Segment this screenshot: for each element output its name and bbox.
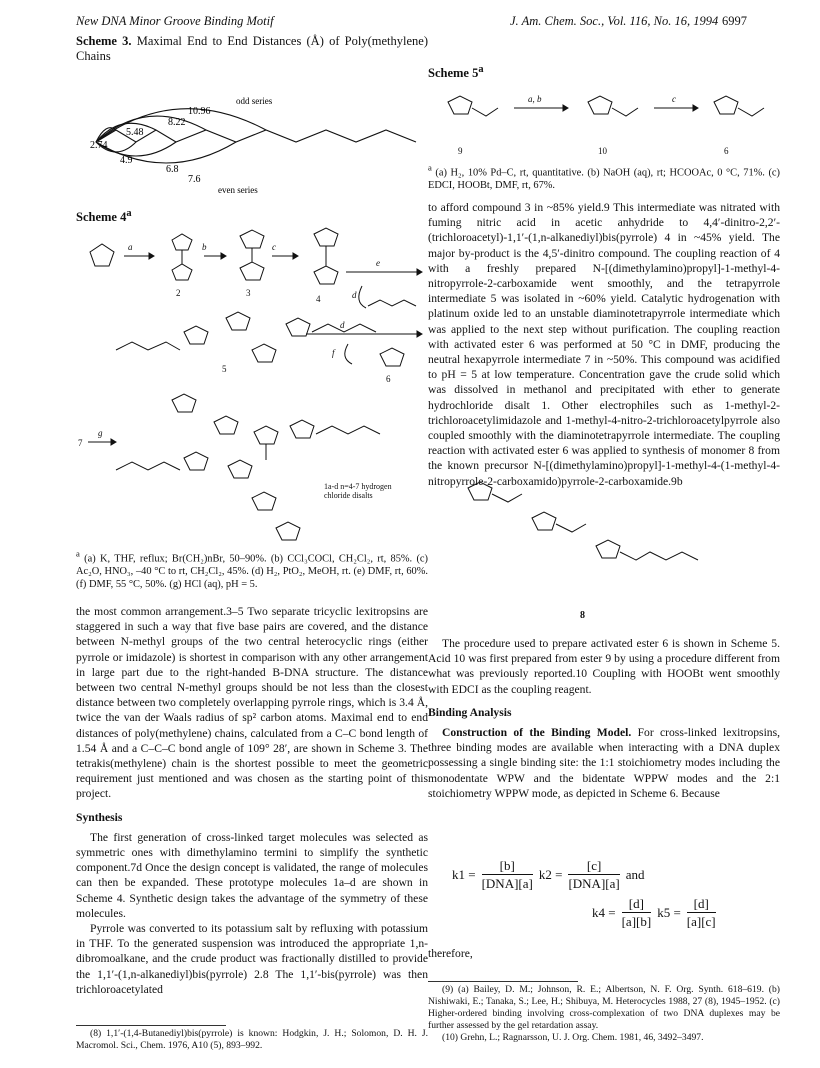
even-series-label: even series bbox=[218, 185, 258, 195]
left-column bbox=[76, 34, 428, 64]
svg-text:d: d bbox=[340, 320, 345, 330]
svg-text:a, b: a, b bbox=[528, 94, 542, 104]
svg-text:g: g bbox=[98, 428, 103, 438]
k1-symbol: k1 = bbox=[452, 867, 476, 882]
scheme5-figure bbox=[428, 78, 780, 160]
paragraph: to afford compound 3 in ~85% yield.9 This intermediate was nitrated with fuming nitric acid in acetic anhydride to 4,4′-dinitro-2,2′-(trichloroacetyl)-1,1′-(1,n-alkanediyl)bis(pyrrole) 4 in ~45% yield. The major by-product is the 4,5′-dinitro compound. The coupling reaction of 4 with a freshly prepared N-[(dimethylamino)propyl]-1-methyl-4-nitropyrrole-2-carboxamide went smoothly, and the tetrapyrrole intermediate 5 was isolated in ~60% yield. Catalytic hydrogenation with platinum oxide led to an unstable diaminotetrapyrrole intermediate which was applied to the next step without purification. The coupling reaction with activated ester 6 was performed at 50 °C in DMF, producing the neutral hexapyrrole intermediate 7 in ~50%. This compound was acidified to pH = 5 at low temperature. Concentration gave the crude solid which was dissolved in methanol and precipitated with ether to generate hydrochloride disalt 1. Other electrophiles such as 1-methyl-2-trichloroacetylimidazole and 1-methyl-4-nitro-2-trichloroacetylpyrrole also coupled smoothly with the diaminotetrapyrrole intermediate. The coupling reaction with activated ester 6 was applied to synthesis of monomer 8 from the known precursor N-[(dimethylamino)propyl]-1-methyl-4-(1-methyl-4-nitropyrrole-2-carboxamido)pyrrole-2-carboxamide.9b bbox=[428, 201, 780, 488]
footnote-8-block bbox=[76, 1022, 428, 1052]
paragraph: Construction of the Binding Model. For cross-linked lexitropsins, three binding modes are available when interacting with a DNA duplex possessing a single binding site: the 1:1 stoichiometry modes including the monodentate WPW and the bidentate WPPW modes and the 2:1 stoichiometry WPPW mode, as depicted in Scheme 6. Because bbox=[428, 726, 781, 800]
methylene-chain bbox=[96, 130, 416, 142]
compound-7-label: 7 bbox=[78, 438, 83, 448]
svg-text:c: c bbox=[272, 242, 276, 252]
scheme5-footnote: $^a$ (a) H₂, 10% Pd–C, rt, quantitative. (b) NaOH (aq), rt; HCOOAc, 0 °C, 71%. (c) EDCI, HOOBt, DMF, rt, 67%. bbox=[428, 163, 780, 192]
page-number: 6997 bbox=[722, 14, 747, 28]
left-body-text bbox=[76, 604, 428, 997]
compound-9-label: 9 bbox=[458, 146, 463, 156]
distance-7: 10.96 bbox=[188, 106, 211, 117]
svg-text:d: d bbox=[352, 290, 357, 300]
compound-5-label: 5 bbox=[222, 364, 227, 374]
compound-2-label: 2 bbox=[176, 288, 181, 298]
footnote-10: (10) Grehn, L.; Ragnarsson, U. J. Org. Chem. 1981, 46, 3492–3497. bbox=[442, 1032, 704, 1043]
svg-text:c: c bbox=[672, 94, 676, 104]
svg-text:b: b bbox=[202, 242, 207, 252]
paragraph: Pyrrole was converted to its potassium salt by refluxing with potassium in THF. To the generated suspension was introduced the appropriate 1,n-dibromoalkane, and the crude product was fractionally distilled to provide the 1,1′-(1,n-alkanediyl)bis(pyrrole) 2.8 The 1,1′-bis(pyrrole) was then trichloroacetylated bbox=[76, 922, 428, 996]
scheme4-figure bbox=[76, 222, 428, 544]
therefore-text: therefore, bbox=[428, 947, 473, 960]
scheme3-caption: Scheme 3. Maximal End to End Distances (Å) of Poly(methylene) Chains bbox=[76, 34, 428, 63]
compound-4-label: 4 bbox=[316, 294, 321, 304]
svg-text:e: e bbox=[376, 258, 380, 268]
distance-1: 2.74 bbox=[90, 140, 108, 151]
svg-text:f: f bbox=[332, 348, 335, 358]
svg-text:a: a bbox=[128, 242, 133, 252]
compound-3-label: 3 bbox=[246, 288, 251, 298]
synthesis-heading: Synthesis bbox=[76, 810, 123, 824]
right-footnotes bbox=[428, 978, 780, 1044]
scheme5-title: Scheme 5$^a$ bbox=[428, 64, 484, 81]
k5-symbol: k5 = bbox=[657, 905, 681, 920]
distance-2: 4.9 bbox=[120, 155, 133, 166]
compound-6-label: 6 bbox=[386, 374, 391, 384]
distance-5: 7.6 bbox=[188, 174, 201, 185]
right-body-text-2 bbox=[428, 636, 780, 801]
paragraph: the most common arrangement.3–5 Two separate tricyclic lexitropsins are staggered in such a way that five base pairs are covered, and the distance between N-methyl groups of the two central heterocyclic rings (either pyrrole or imidazole) is shortest in comparison with any other arrangement in large part due to the right-handed B-DNA structure. The distance between two central N-methyl groups should be not less than the closest distance between two completely overlapping pyrrole rings, which is 3.4 Å, twice the van der Waals radius of sp² carbon atoms. Maximal end to end distances of poly(methylene) chains, calculated from a C–C bond length of 1.54 Å and a C–C–C bond angle of 109° 28′, are shown in Scheme 3. The tetrakis(methylene) chain is the shortest possible to meet the geometric requirement just mentioned and was chosen as the starting point of this project. bbox=[76, 605, 428, 801]
k4-fraction: $\frac{[d]}{[a][b]}$ bbox=[621, 896, 652, 929]
distance-3: 5.48 bbox=[126, 127, 144, 138]
compound-10-label: 10 bbox=[598, 146, 607, 156]
distance-4: 6.8 bbox=[166, 164, 179, 175]
binding-analysis-heading: Binding Analysis bbox=[428, 705, 512, 719]
arc-6 bbox=[96, 142, 236, 163]
scheme3-figure bbox=[76, 92, 428, 202]
scheme4-footnote: $^a$ (a) K, THF, reflux; Br(CH₂)nBr, 50–90%. (b) CCl₃COCl, CH₂Cl₂, rt, 85%. (c) Ac₂O, HNO₃, –40 °C to rt, CH₂Cl₂, 45%. (d) H₂, PtO₂, MeOH, rt. (e) DMF, rt, 60%. (f) DMF, 55 °C, 50%. (g) HCl (aq), pH = 5. bbox=[76, 549, 428, 591]
compound-6-label: 6 bbox=[724, 146, 729, 156]
rate-equations bbox=[452, 846, 772, 936]
distance-6: 8.22 bbox=[168, 117, 186, 128]
odd-series-label: odd series bbox=[236, 96, 273, 106]
running-head-right: J. Am. Chem. Soc., Vol. 116, No. 16, 1994 bbox=[510, 14, 719, 28]
paragraph: The first generation of cross-linked target molecules was selected as symmetric ones with dimethylamino termini to simplify the synthetic component.7d Once the design concept is validated, the range of molecules can then be expanded. These prototype molecules 1a–d are shown in Scheme 4. Synthetic design takes the advantage of the symmetry of these molecules. bbox=[76, 830, 428, 920]
running-head-left: New DNA Minor Groove Binding Motif bbox=[76, 14, 274, 28]
compound-1-label: 1a-d n=4-7 hydrogen chloride disalts bbox=[324, 482, 392, 500]
k2-fraction: [c] [DNA][a] bbox=[568, 858, 620, 891]
k1-fraction: [b] [DNA][a] bbox=[481, 858, 533, 891]
k4-symbol: k4 = bbox=[592, 905, 616, 920]
k2-symbol: k2 = bbox=[538, 867, 563, 882]
scheme4-title: Scheme 4$^a$ bbox=[76, 208, 132, 225]
footnote-9: (9) (a) Bailey, D. M.; Johnson, R. E.; Albertson, N. F. Org. Synth. 618–619. (b) Nishiwaki, E.; Tanaka, S.; Lee, H.; Shibuya, M. Heterocycles 1988, 27 (8), 1945–1952. (c) Higher-ordered binding involving cross-complexation of two DNA duplexes may be further assessed by the gel retardation assay. bbox=[428, 984, 780, 1031]
k5-fraction: $\frac{[d]}{[a][c]}$ bbox=[686, 896, 716, 929]
compound-8-structure bbox=[428, 428, 780, 628]
footnote-8: (8) 1,1′-(1,4-Butanediyl)bis(pyrrole) is known: Hodgkin, J. H.; Solomon, D. H. J. Macromol. Sci., Chem. 1976, A10 (5), 893–992. bbox=[76, 1028, 428, 1051]
and-text: and bbox=[625, 867, 645, 882]
compound-8-label: 8 bbox=[580, 610, 585, 621]
arc-5 bbox=[96, 116, 206, 142]
paragraph: The procedure used to prepare activated ester 6 is shown in Scheme 5. Acid 10 was first prepared from ester 9 by using a procedure different from what was previously reported.10 Coupling with HOOBt went smoothly with EDCI as the coupling reagent. bbox=[428, 637, 780, 696]
